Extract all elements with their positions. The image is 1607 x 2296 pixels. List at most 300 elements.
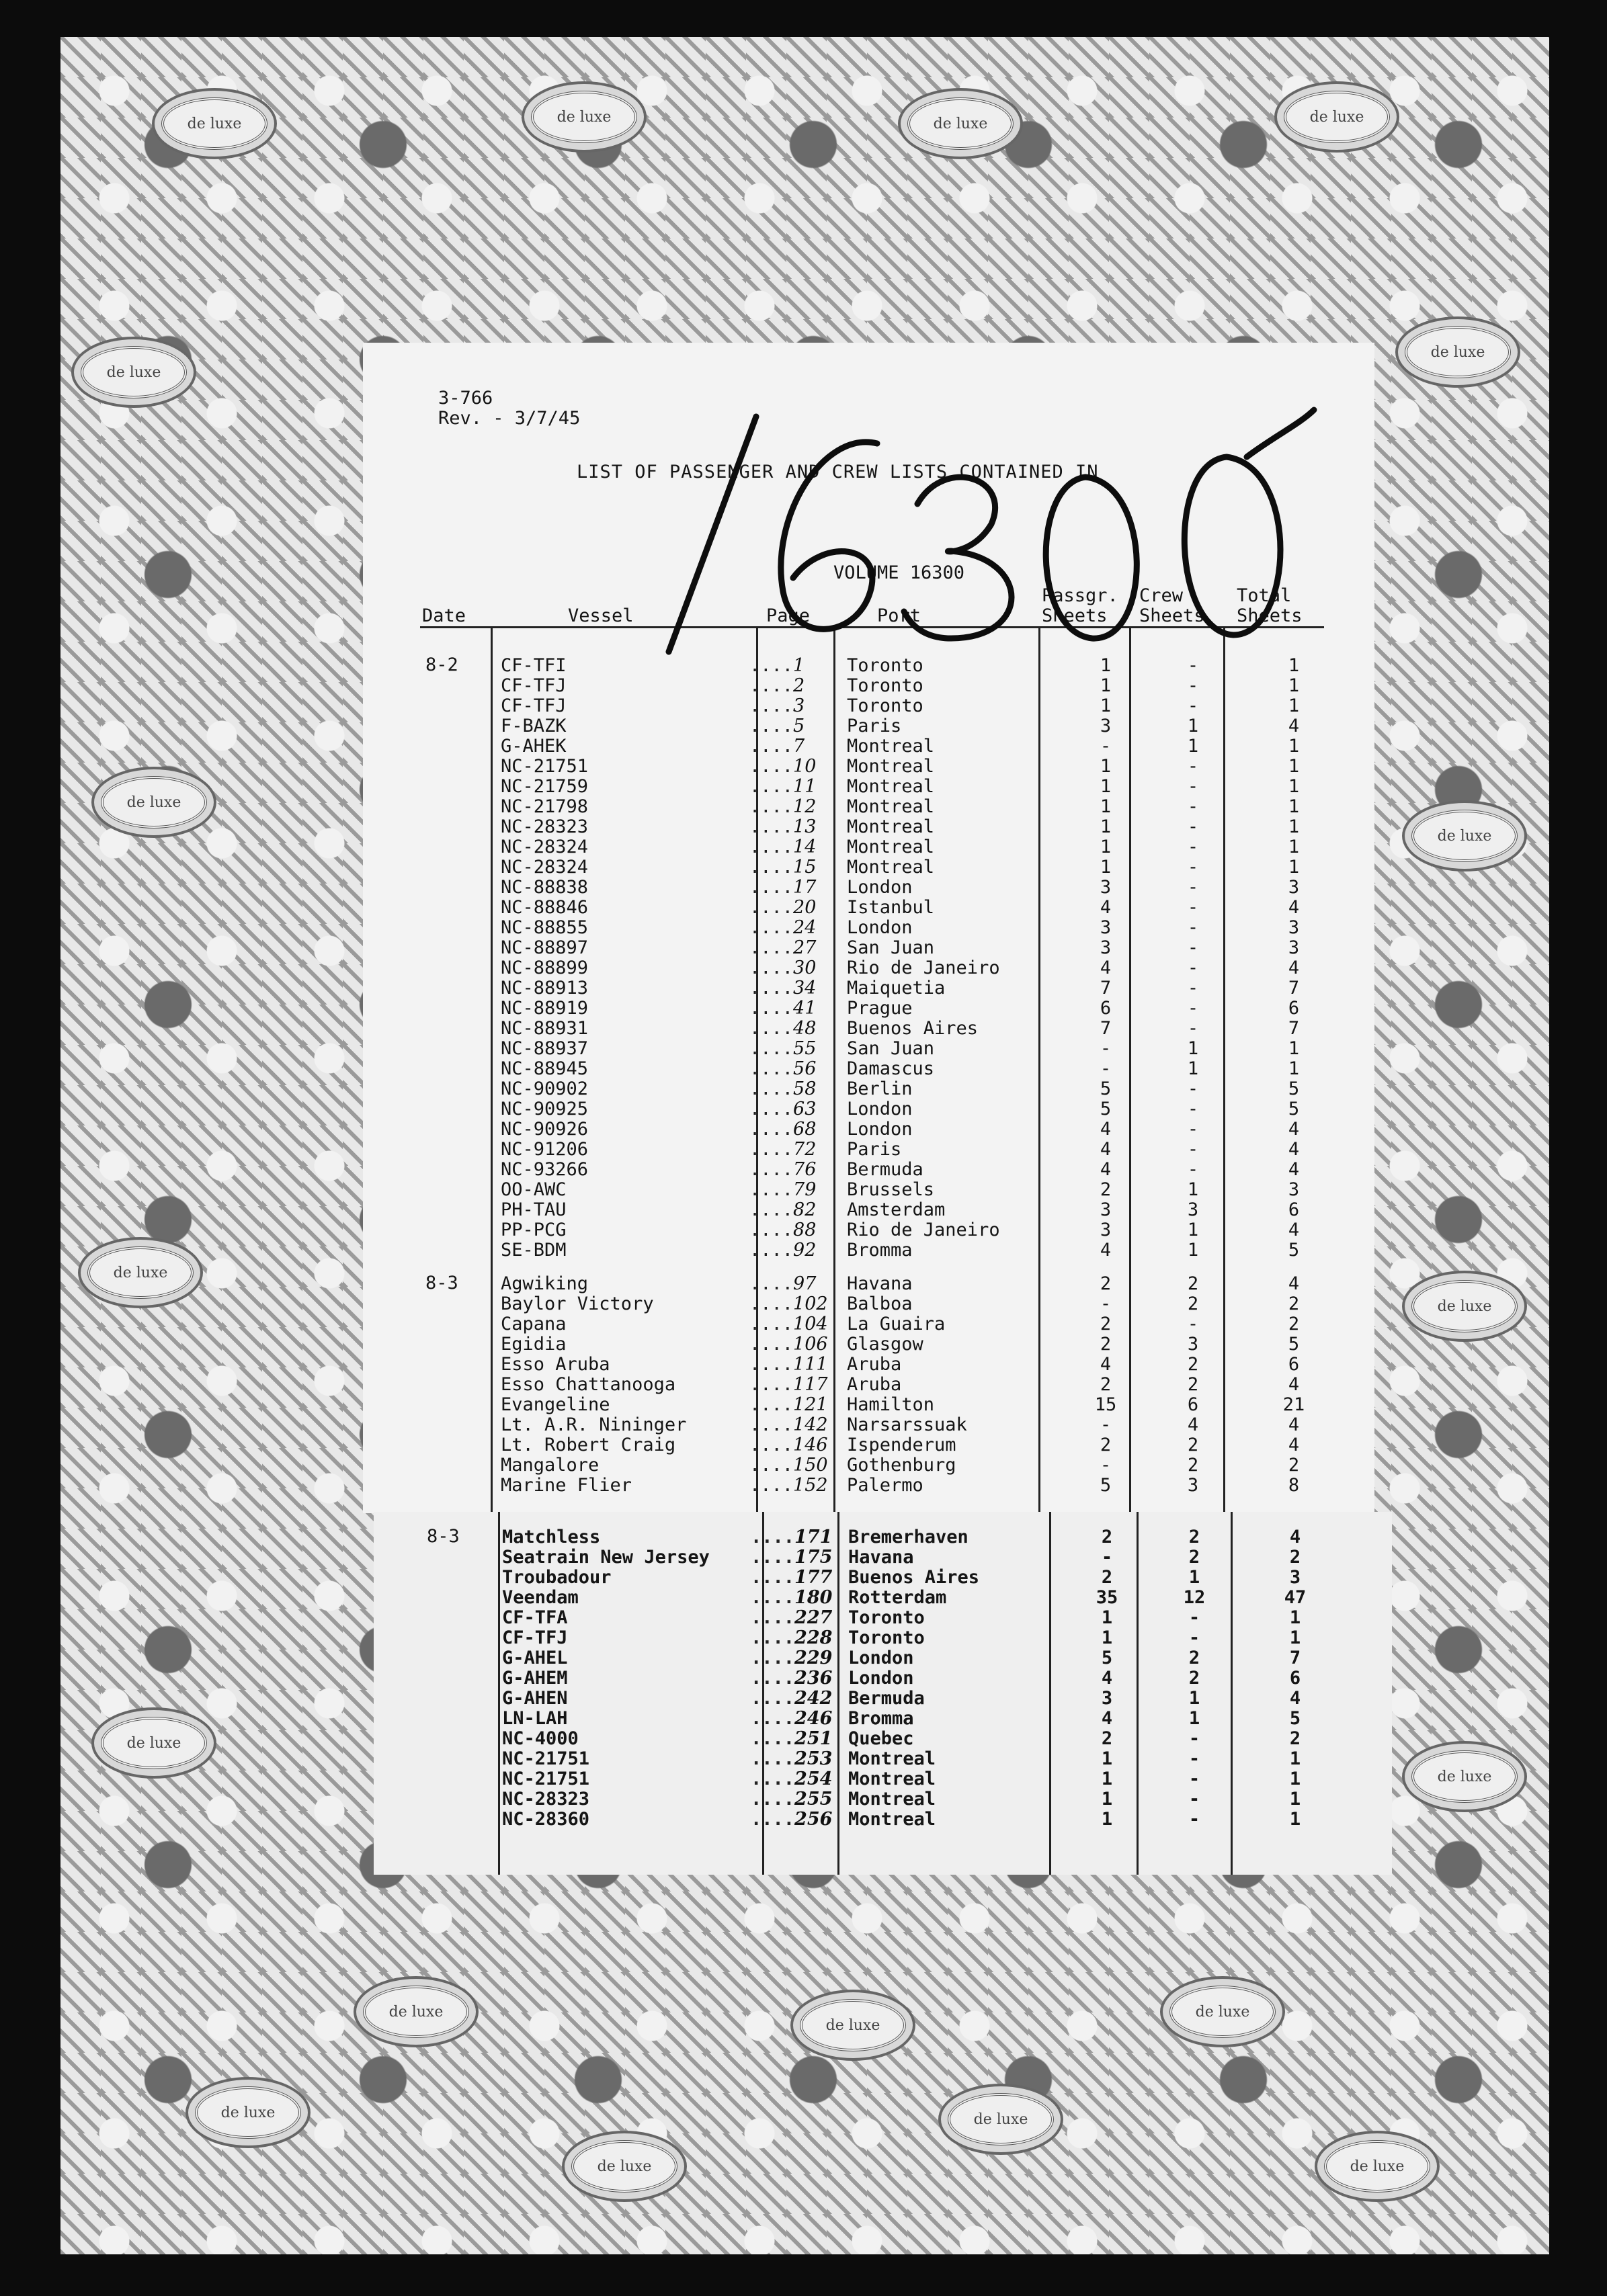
crew-sheets-cell: - xyxy=(1188,1769,1200,1789)
leader-dots: .... xyxy=(751,1789,795,1810)
leader-dots: .... xyxy=(749,1159,794,1180)
passenger-sheets-cell: 35 xyxy=(1096,1587,1118,1608)
page-cell xyxy=(749,716,830,736)
passenger-sheets-cell: 2 xyxy=(1100,1435,1112,1455)
passenger-sheets-cell: - xyxy=(1100,736,1112,757)
table-row xyxy=(363,1119,1374,1139)
page-cell xyxy=(749,1199,830,1220)
handwritten-page-number: 55 xyxy=(793,1038,817,1059)
crew-sheets-cell: - xyxy=(1187,958,1199,978)
passenger-sheets-cell: 7 xyxy=(1100,978,1112,998)
total-sheets-cell: 5 xyxy=(1288,1078,1300,1099)
passenger-sheets-cell: 1 xyxy=(1100,756,1112,777)
leader-dots: .... xyxy=(749,1099,794,1119)
page-cell xyxy=(749,1220,830,1240)
handwritten-page-number: 177 xyxy=(794,1567,833,1588)
port-cell: Bromma xyxy=(847,1240,913,1261)
vessel-cell: Esso Aruba xyxy=(501,1354,610,1375)
total-sheets-cell: 2 xyxy=(1288,1293,1300,1314)
page-cell xyxy=(751,1748,831,1769)
table-row xyxy=(363,1273,1374,1293)
passenger-sheets-cell: 3 xyxy=(1100,716,1112,736)
leader-dots: .... xyxy=(751,1527,795,1547)
total-sheets-cell: 4 xyxy=(1288,1119,1300,1140)
port-cell: Rio de Janeiro xyxy=(847,958,1000,978)
total-sheets-cell: 1 xyxy=(1288,857,1300,878)
table-row xyxy=(363,978,1374,998)
decorative-seal: de luxe xyxy=(161,97,267,150)
decorative-seal: de luxe xyxy=(1284,91,1390,143)
vessel-cell: CF-TFA xyxy=(502,1607,568,1628)
crew-sheets-cell: - xyxy=(1187,1159,1199,1180)
passenger-sheets-cell: 1 xyxy=(1100,776,1112,797)
total-sheets-cell: 4 xyxy=(1288,897,1300,918)
table-row xyxy=(363,1159,1374,1179)
total-sheets-cell: 1 xyxy=(1288,1038,1300,1059)
total-sheets-cell: 4 xyxy=(1288,958,1300,978)
handwritten-page-number: 17 xyxy=(793,877,817,898)
port-cell: Brussels xyxy=(847,1179,935,1200)
page-cell xyxy=(749,1119,830,1140)
crew-sheets-cell: - xyxy=(1187,897,1199,918)
port-cell: Buenos Aires xyxy=(848,1567,980,1588)
leader-dots: .... xyxy=(751,1547,795,1568)
table-row xyxy=(363,1455,1374,1475)
handwritten-page-number: 253 xyxy=(794,1748,833,1769)
crew-sheets-cell: - xyxy=(1187,796,1199,817)
crew-sheets-cell: 2 xyxy=(1188,1648,1200,1668)
leader-dots: .... xyxy=(749,877,794,898)
crew-sheets-cell: 2 xyxy=(1188,1668,1200,1689)
page-cell xyxy=(751,1607,831,1628)
total-sheets-cell: 6 xyxy=(1289,1668,1301,1689)
handwritten-page-number: 13 xyxy=(793,816,817,837)
vessel-cell: NC-88855 xyxy=(501,917,589,938)
crew-sheets-cell: - xyxy=(1188,1627,1200,1648)
vessel-cell: G-AHEL xyxy=(502,1648,568,1668)
port-cell: Berlin xyxy=(847,1078,913,1099)
crew-sheets-cell: 12 xyxy=(1183,1587,1206,1608)
total-sheets-cell: 3 xyxy=(1288,937,1300,958)
crew-sheets-cell: 3 xyxy=(1187,1334,1199,1355)
vessel-cell: Veendam xyxy=(502,1587,579,1608)
handwritten-page-number: 92 xyxy=(793,1240,817,1261)
decorative-seal: de luxe xyxy=(907,97,1014,150)
page-cell xyxy=(749,1374,830,1395)
table-row xyxy=(364,1587,1383,1607)
handwritten-page-number: 68 xyxy=(793,1119,817,1140)
port-cell: Montreal xyxy=(848,1789,936,1810)
table-row xyxy=(363,857,1374,877)
port-cell: Buenos Aires xyxy=(847,1018,979,1039)
vessel-cell: G-AHEK xyxy=(501,736,567,757)
passenger-sheets-cell: 4 xyxy=(1100,1139,1112,1160)
form-number: 3-766 xyxy=(438,388,493,409)
vessel-cell: Lt. A.R. Nininger xyxy=(501,1414,687,1435)
table-row xyxy=(363,1394,1374,1414)
decorative-seal: de luxe xyxy=(363,1986,469,2038)
port-cell: Paris xyxy=(847,716,902,736)
leader-dots: .... xyxy=(749,675,794,696)
decorative-seal: de luxe xyxy=(948,2093,1054,2145)
total-sheets-cell: 7 xyxy=(1288,1018,1300,1039)
table-row xyxy=(363,937,1374,958)
port-cell: Balboa xyxy=(847,1293,913,1314)
passenger-sheets-cell: 3 xyxy=(1101,1688,1113,1709)
page-cell xyxy=(749,1414,830,1435)
vessel-cell: Mangalore xyxy=(501,1455,600,1476)
leader-dots: .... xyxy=(749,1314,794,1334)
total-sheets-cell: 1 xyxy=(1288,816,1300,837)
leader-dots: .... xyxy=(749,857,794,878)
passenger-sheets-cell: 1 xyxy=(1101,1627,1113,1648)
leader-dots: .... xyxy=(749,1220,794,1240)
passenger-sheets-cell: 1 xyxy=(1100,655,1112,676)
page-cell xyxy=(749,736,830,757)
passenger-sheets-cell: 6 xyxy=(1100,998,1112,1019)
port-cell: San Juan xyxy=(847,937,935,958)
decorative-seal: de luxe xyxy=(1405,326,1511,378)
leader-dots: .... xyxy=(749,1475,794,1496)
passenger-sheets-cell: - xyxy=(1100,1058,1112,1079)
decorative-seal: de luxe xyxy=(81,346,187,398)
page-cell xyxy=(749,1394,830,1415)
total-sheets-cell: 5 xyxy=(1288,1099,1300,1119)
vessel-cell: NC-90902 xyxy=(501,1078,589,1099)
page-cell xyxy=(751,1527,831,1547)
total-sheets-cell: 21 xyxy=(1282,1394,1305,1415)
port-cell: Montreal xyxy=(847,816,935,837)
total-sheets-cell: 4 xyxy=(1288,1159,1300,1180)
total-sheets-cell: 4 xyxy=(1289,1527,1301,1547)
passenger-sheets-cell: 4 xyxy=(1100,1119,1112,1140)
crew-sheets-cell: 2 xyxy=(1188,1547,1200,1568)
crew-sheets-cell: - xyxy=(1188,1789,1200,1810)
passenger-sheets-cell: 3 xyxy=(1100,917,1112,938)
handwritten-page-number: 15 xyxy=(793,857,817,878)
leader-dots: .... xyxy=(749,1058,794,1079)
handwritten-page-number: 7 xyxy=(793,736,805,757)
crew-sheets-cell: - xyxy=(1187,675,1199,696)
table-row xyxy=(364,1789,1383,1809)
crew-sheets-cell: 3 xyxy=(1187,1199,1199,1220)
table-row xyxy=(363,958,1374,978)
port-cell: Maiquetia xyxy=(847,978,946,998)
handwritten-page-number: 30 xyxy=(793,958,817,978)
vessel-cell: NC-28323 xyxy=(502,1789,590,1810)
handwritten-page-number: 152 xyxy=(793,1475,828,1496)
passenger-sheets-cell: 4 xyxy=(1100,958,1112,978)
leader-dots: .... xyxy=(749,1394,794,1415)
leader-dots: .... xyxy=(749,1414,794,1435)
table-row xyxy=(364,1708,1383,1728)
port-cell: Toronto xyxy=(847,655,923,676)
port-cell: Montreal xyxy=(847,736,935,757)
vessel-cell: SE-BDM xyxy=(501,1240,567,1261)
document-sheet xyxy=(363,343,1374,1513)
leader-dots: .... xyxy=(749,1455,794,1476)
vessel-cell: NC-88846 xyxy=(501,897,589,918)
passenger-sheets-cell: 7 xyxy=(1100,1018,1112,1039)
port-cell: London xyxy=(848,1648,914,1668)
page-cell xyxy=(751,1627,831,1648)
page-cell xyxy=(751,1547,831,1568)
vessel-cell: NC-88897 xyxy=(501,937,589,958)
crew-sheets-cell: 1 xyxy=(1187,1179,1199,1200)
port-cell: Glasgow xyxy=(847,1334,923,1355)
total-sheets-cell: 3 xyxy=(1288,917,1300,938)
vessel-cell: PH-TAU xyxy=(501,1199,567,1220)
handwritten-page-number: 104 xyxy=(793,1314,828,1334)
crew-sheets-cell: - xyxy=(1187,756,1199,777)
total-sheets-cell: 8 xyxy=(1288,1475,1300,1496)
table-row xyxy=(363,837,1374,857)
passenger-sheets-cell: 4 xyxy=(1100,1354,1112,1375)
vessel-cell: NC-88931 xyxy=(501,1018,589,1039)
passenger-sheets-cell: 1 xyxy=(1101,1748,1113,1769)
page-cell xyxy=(749,978,830,998)
passenger-sheets-cell: 1 xyxy=(1101,1809,1113,1830)
handwritten-page-number: 97 xyxy=(793,1273,817,1294)
page-cell xyxy=(749,1038,830,1059)
crew-sheets-cell: - xyxy=(1187,857,1199,878)
port-cell: Bremerhaven xyxy=(848,1527,969,1547)
handwritten-page-number: 171 xyxy=(794,1527,833,1547)
passenger-sheets-cell: 1 xyxy=(1100,837,1112,857)
passenger-sheets-cell: 4 xyxy=(1100,1240,1112,1261)
port-cell: Istanbul xyxy=(847,897,935,918)
passenger-sheets-cell: 1 xyxy=(1101,1769,1113,1789)
port-cell: London xyxy=(847,1119,913,1140)
leader-dots: .... xyxy=(749,1354,794,1375)
handwritten-page-number: 5 xyxy=(793,716,805,736)
vessel-cell: NC-88838 xyxy=(501,877,589,898)
handwritten-page-number: 79 xyxy=(793,1179,817,1200)
vessel-cell: NC-21751 xyxy=(502,1769,590,1789)
vessel-cell: Baylor Victory xyxy=(501,1293,654,1314)
handwritten-page-number: 175 xyxy=(794,1547,833,1568)
vessel-cell: Capana xyxy=(501,1314,567,1334)
total-sheets-cell: 3 xyxy=(1288,877,1300,898)
crew-sheets-cell: - xyxy=(1187,776,1199,797)
port-cell: London xyxy=(847,1099,913,1119)
column-header-port: Port xyxy=(877,605,921,626)
port-cell: London xyxy=(848,1668,914,1689)
decorative-seal: de luxe xyxy=(1411,810,1518,862)
port-cell: Gothenburg xyxy=(847,1455,956,1476)
decorative-seal: de luxe xyxy=(1169,1986,1276,2038)
page-cell xyxy=(749,1058,830,1079)
handwritten-page-number: 106 xyxy=(793,1334,828,1355)
table-row xyxy=(363,877,1374,897)
total-sheets-cell: 2 xyxy=(1288,1455,1300,1476)
leader-dots: .... xyxy=(749,1334,794,1355)
page-cell xyxy=(749,998,830,1019)
table-row xyxy=(364,1547,1383,1567)
page-cell xyxy=(749,877,830,898)
passenger-sheets-cell: 2 xyxy=(1100,1374,1112,1395)
crew-sheets-cell: - xyxy=(1188,1728,1200,1749)
vessel-cell: NC-88899 xyxy=(501,958,589,978)
table-row xyxy=(363,655,1374,675)
passenger-sheets-cell: 1 xyxy=(1100,675,1112,696)
table-row xyxy=(363,816,1374,837)
page-cell xyxy=(751,1769,831,1789)
header-rule xyxy=(420,626,1324,628)
leader-dots: .... xyxy=(751,1809,795,1830)
crew-sheets-cell: 4 xyxy=(1187,1414,1199,1435)
passenger-sheets-cell: 2 xyxy=(1100,1334,1112,1355)
page-cell xyxy=(749,816,830,837)
page-cell xyxy=(749,695,830,716)
passenger-sheets-cell: 1 xyxy=(1100,796,1112,817)
table-row xyxy=(363,1199,1374,1220)
vessel-cell: NC-28323 xyxy=(501,816,589,837)
passenger-sheets-cell: 2 xyxy=(1100,1273,1112,1294)
crew-sheets-cell: 2 xyxy=(1188,1527,1200,1547)
passenger-sheets-cell: 1 xyxy=(1100,816,1112,837)
table-row xyxy=(363,756,1374,776)
leader-dots: .... xyxy=(751,1567,795,1588)
port-cell: Montreal xyxy=(848,1809,936,1830)
passenger-sheets-cell: 5 xyxy=(1100,1078,1112,1099)
passenger-sheets-cell: 2 xyxy=(1100,1179,1112,1200)
decorative-seal: de luxe xyxy=(195,2086,301,2139)
page-cell xyxy=(749,937,830,958)
crew-sheets-cell: - xyxy=(1187,837,1199,857)
leader-dots: .... xyxy=(749,756,794,777)
decorative-seal: de luxe xyxy=(101,1717,207,1769)
page-cell xyxy=(751,1648,831,1668)
group-date: 8-3 xyxy=(427,1526,460,1547)
total-sheets-cell: 1 xyxy=(1288,695,1300,716)
passenger-sheets-cell: 1 xyxy=(1100,857,1112,878)
passenger-sheets-cell: - xyxy=(1100,1414,1112,1435)
handwritten-page-number: 58 xyxy=(793,1078,817,1099)
crew-sheets-cell: - xyxy=(1187,937,1199,958)
passenger-sheets-cell: 2 xyxy=(1100,1314,1112,1334)
decorative-seal: de luxe xyxy=(800,1999,906,2051)
handwritten-page-number: 56 xyxy=(793,1058,817,1079)
handwritten-page-number: 82 xyxy=(793,1199,817,1220)
leader-dots: .... xyxy=(749,998,794,1019)
vessel-cell: Egidia xyxy=(501,1334,567,1355)
table-row xyxy=(364,1748,1383,1769)
page-cell xyxy=(749,1475,830,1496)
handwritten-page-number: 254 xyxy=(794,1769,833,1789)
page-cell xyxy=(751,1728,831,1749)
total-sheets-cell: 1 xyxy=(1288,837,1300,857)
table-row xyxy=(363,1240,1374,1260)
total-sheets-cell: 1 xyxy=(1288,776,1300,797)
total-sheets-cell: 1 xyxy=(1288,736,1300,757)
table-row xyxy=(364,1527,1383,1547)
passenger-sheets-cell: 15 xyxy=(1094,1394,1117,1415)
passenger-sheets-cell: - xyxy=(1101,1547,1113,1568)
total-sheets-cell: 5 xyxy=(1288,1334,1300,1355)
crew-sheets-cell: 1 xyxy=(1187,1220,1199,1240)
passenger-sheets-cell: 5 xyxy=(1100,1099,1112,1119)
handwritten-page-number: 1 xyxy=(793,655,805,676)
vessel-cell: NC-4000 xyxy=(502,1728,579,1749)
total-sheets-cell: 4 xyxy=(1288,1414,1300,1435)
table-row xyxy=(364,1627,1383,1648)
page-cell xyxy=(749,1354,830,1375)
passenger-sheets-cell: 3 xyxy=(1100,1220,1112,1240)
page-cell xyxy=(749,655,830,676)
table-row xyxy=(363,1334,1374,1354)
vessel-cell: NC-90926 xyxy=(501,1119,589,1140)
vessel-cell: NC-21751 xyxy=(502,1748,590,1769)
handwritten-page-number: 229 xyxy=(794,1648,833,1668)
passenger-sheets-cell: 4 xyxy=(1101,1708,1113,1729)
handwritten-page-number: 111 xyxy=(793,1354,828,1375)
handwritten-page-number: 10 xyxy=(793,756,817,777)
vessel-cell: F-BAZK xyxy=(501,716,567,736)
port-cell: Bermuda xyxy=(847,1159,923,1180)
vessel-cell: Evangeline xyxy=(501,1394,610,1415)
table-row xyxy=(363,897,1374,917)
crew-sheets-cell: - xyxy=(1187,1099,1199,1119)
total-sheets-cell: 2 xyxy=(1289,1728,1301,1749)
vessel-cell: NC-21798 xyxy=(501,796,589,817)
table-row xyxy=(363,716,1374,736)
page-cell xyxy=(749,1293,830,1314)
crew-sheets-cell: 1 xyxy=(1188,1567,1200,1588)
vessel-cell: Lt. Robert Craig xyxy=(501,1435,676,1455)
crew-sheets-cell: - xyxy=(1187,877,1199,898)
handwritten-page-number: 180 xyxy=(794,1587,833,1608)
leader-dots: .... xyxy=(749,695,794,716)
port-cell: Rotterdam xyxy=(848,1587,947,1608)
leader-dots: .... xyxy=(749,1018,794,1039)
crew-sheets-cell: 1 xyxy=(1187,1038,1199,1059)
passenger-sheets-cell: 2 xyxy=(1101,1527,1113,1547)
port-cell: Montreal xyxy=(847,857,935,878)
vessel-cell: NC-91206 xyxy=(501,1139,589,1160)
handwritten-page-number: 48 xyxy=(793,1018,817,1039)
page-cell xyxy=(749,1078,830,1099)
handwritten-page-number: 142 xyxy=(793,1414,828,1435)
column-header-vessel: Vessel xyxy=(568,605,634,626)
leader-dots: .... xyxy=(749,1273,794,1294)
vessel-cell: Esso Chattanooga xyxy=(501,1374,676,1395)
table-row xyxy=(364,1688,1383,1708)
handwritten-page-number: 20 xyxy=(793,897,817,918)
port-cell: London xyxy=(847,877,913,898)
vessel-cell: CF-TFJ xyxy=(502,1627,568,1648)
passenger-sheets-cell: 4 xyxy=(1101,1668,1113,1689)
port-cell: Bromma xyxy=(848,1708,914,1729)
crew-sheets-cell: 2 xyxy=(1187,1354,1199,1375)
handwritten-page-number: 11 xyxy=(793,776,817,797)
passenger-sheets-cell: 4 xyxy=(1100,1159,1112,1180)
crew-sheets-cell: 1 xyxy=(1187,716,1199,736)
handwritten-page-number: 34 xyxy=(793,978,817,998)
total-sheets-cell: 4 xyxy=(1288,1435,1300,1455)
total-sheets-cell: 6 xyxy=(1288,1354,1300,1375)
vessel-cell: LN-LAH xyxy=(502,1708,568,1729)
vessel-cell: NC-88919 xyxy=(501,998,589,1019)
crew-sheets-cell: 1 xyxy=(1187,1058,1199,1079)
vessel-cell: Marine Flier xyxy=(501,1475,632,1496)
handwritten-page-number: 251 xyxy=(794,1728,833,1749)
vessel-cell: CF-TFJ xyxy=(501,695,567,716)
volume-label: VOLUME 16300 xyxy=(833,562,965,583)
decorative-seal: de luxe xyxy=(1411,1280,1518,1332)
decorative-seal: de luxe xyxy=(531,91,637,143)
vessel-cell: NC-88913 xyxy=(501,978,589,998)
